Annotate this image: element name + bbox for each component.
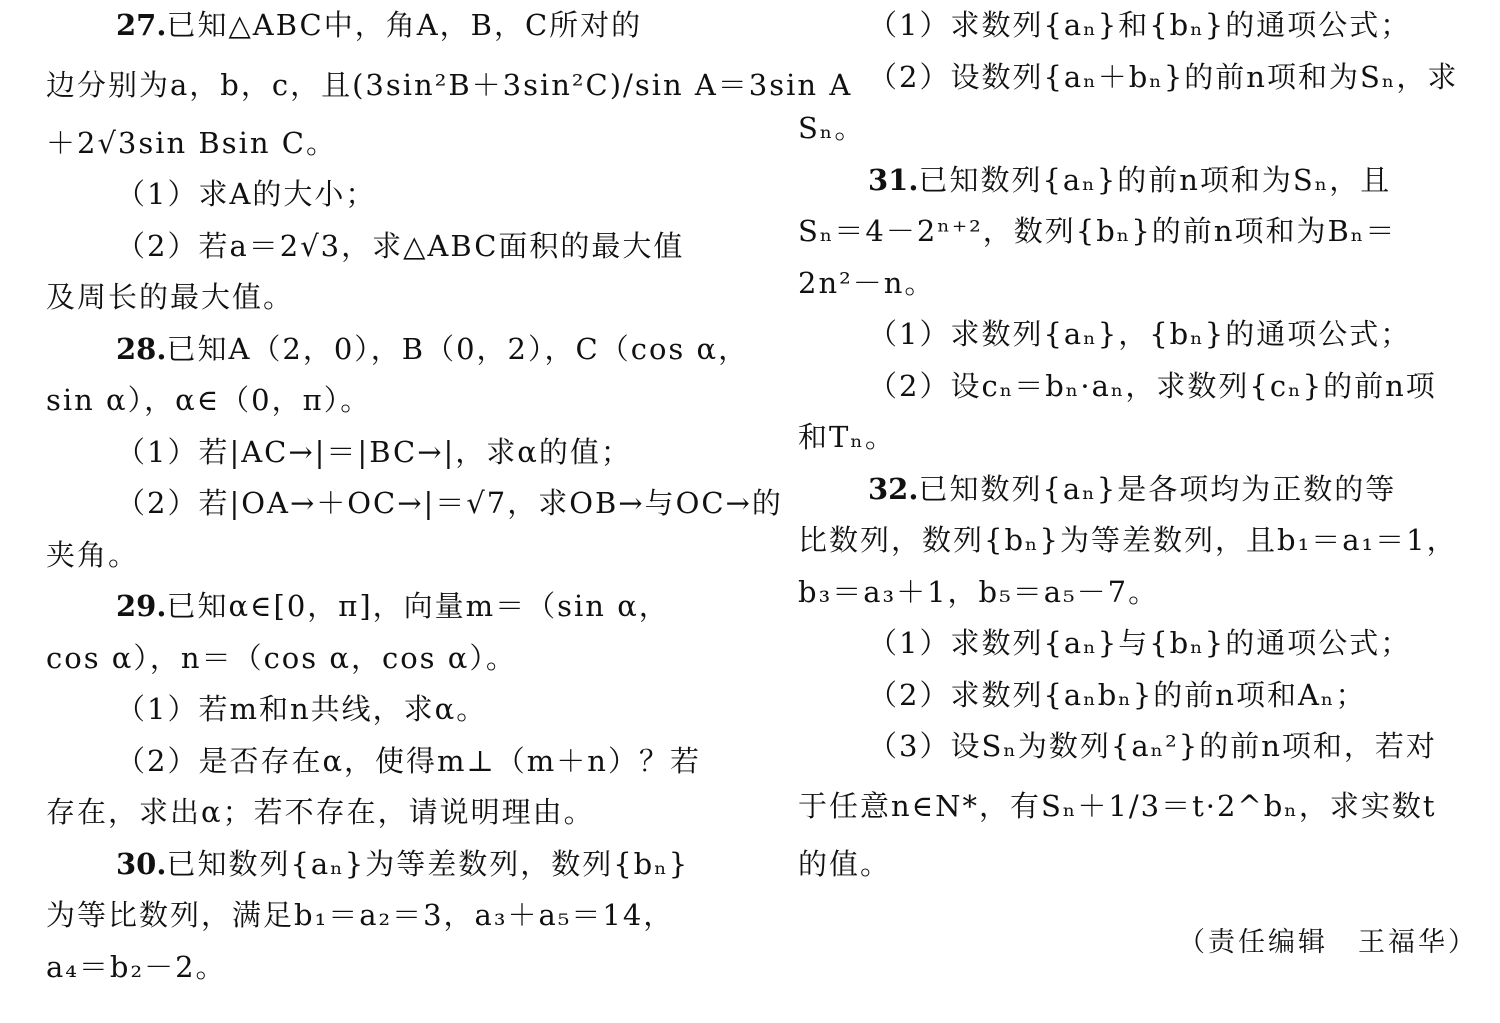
question-31-line-6: 和Tₙ。 — [798, 420, 896, 454]
question-28-part-1: （1）若|AC→|＝|BC→|，求α的值； — [116, 434, 632, 469]
right-column — [798, 0, 1478, 890]
question-32-part-2: （2）求数列{aₙbₙ}的前n项和Aₙ； — [868, 677, 1367, 712]
question-30-line-2: 为等比数列，满足b₁＝a₂＝3，a₃＋a₅＝14， — [46, 898, 675, 932]
question-number: 27. — [116, 8, 167, 42]
question-32-line-7: 于任意n∈N*，有Sₙ＋1/3＝t·2^bₙ，求实数t — [798, 788, 1437, 823]
question-29-line-1: 29.已知α∈[0，π]，向量m＝（sin α， — [116, 589, 670, 623]
question-32-line-1: 32.已知数列{aₙ}是各项均为正数的等 — [868, 471, 1397, 506]
question-30-line-1: 30.已知数列{aₙ}为等差数列，数列{bₙ} — [116, 846, 690, 881]
editor-signature: （责任编辑 王福华） — [1178, 927, 1478, 958]
question-31-line-3: 2n²－n。 — [798, 265, 936, 300]
question-31-line-1: 31.已知数列{aₙ}的前n项和为Sₙ，且 — [868, 162, 1392, 197]
question-27-line-1: 27.已知△ABC中，角A，B，C所对的 — [116, 8, 643, 42]
question-31-part-2: （2）设cₙ＝bₙ·aₙ，求数列{cₙ}的前n项 — [868, 368, 1437, 403]
question-29-line-2: cos α），n＝（cos α，cos α）。 — [46, 640, 517, 675]
question-28-line-1: 28.已知A（2，0），B（0，2），C（cos α， — [116, 331, 750, 366]
question-27-part-1: （1）求A的大小； — [116, 177, 377, 211]
question-number: 31. — [868, 162, 919, 197]
question-31-line-2: Sₙ＝4－2ⁿ⁺²，数列{bₙ}的前n项和为Bₙ＝ — [798, 214, 1397, 248]
question-number: 28. — [116, 331, 167, 366]
question-32-part-3: （3）设Sₙ为数列{aₙ²}的前n项和，若对 — [868, 729, 1437, 763]
question-32-line-3: b₃＝a₃＋1，b₅＝a₅－7。 — [798, 574, 1160, 609]
question-number: 32. — [868, 471, 919, 506]
question-27-line-6: 及周长的最大值。 — [46, 280, 295, 314]
question-28-part-2: （2）若|OA→＋OC→|＝√7，求OB→与OC→的 — [116, 486, 783, 520]
question-30-part-2: （2）设数列{aₙ＋bₙ}的前n项和为Sₙ，求 — [868, 59, 1459, 94]
question-28-line-5: 夹角。 — [46, 537, 140, 572]
question-number: 30. — [116, 846, 167, 881]
question-31-part-1: （1）求数列{aₙ}，{bₙ}的通项公式； — [868, 317, 1412, 351]
question-29-part-1: （1）若m和n共线，求α。 — [116, 692, 488, 726]
question-27-line-2: 边分别为a，b，c，且(3sin²B＋3sin²C)/sin A＝3sin A — [46, 67, 853, 102]
question-32-line-2: 比数列，数列{bₙ}为等差数列，且b₁＝a₁＝1， — [798, 523, 1458, 557]
question-32-line-8: 的值。 — [798, 846, 892, 881]
question-27-line-3: ＋2√3sin Bsin C。 — [46, 125, 337, 160]
question-29-part-2: （2）是否存在α，使得m⊥（m＋n）？若 — [116, 743, 701, 778]
question-30-part-1: （1）求数列{aₙ}和{bₙ}的通项公式； — [868, 8, 1412, 42]
question-30-line-3: a₄＝b₂－2。 — [46, 949, 227, 984]
question-28-line-2: sin α），α∈（0，π）。 — [46, 383, 372, 417]
question-32-part-1: （1）求数列{aₙ}与{bₙ}的通项公式； — [868, 626, 1412, 660]
question-30-line-6: Sₙ。 — [798, 111, 866, 145]
question-27-part-2: （2）若a＝2√3，求△ABC面积的最大值 — [116, 228, 685, 263]
question-number: 29. — [116, 589, 167, 623]
question-29-line-5: 存在，求出α；若不存在，请说明理由。 — [46, 795, 595, 829]
